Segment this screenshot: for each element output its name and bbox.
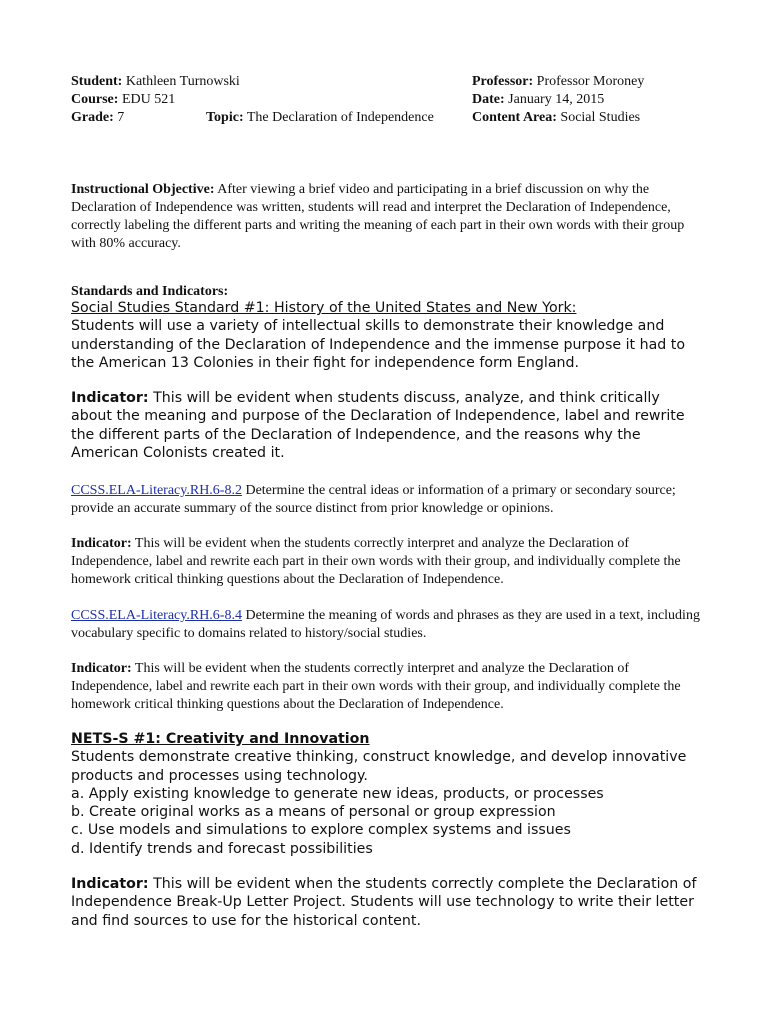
professor-line [472,73,644,91]
ccss-rh-6-8-2-text: Determine the central ideas or information of a primary or secondary source; provide an accurate summary of the source distinct from prior knowledge or opinions. [71,483,676,516]
nets-standard [71,730,703,858]
date-line [472,91,604,109]
nets-item: a. Apply existing knowledge to generate new ideas, products, or processes [71,785,604,802]
ss-indicator-label: Indicator: [71,390,149,406]
ccss2-indicator-text: This will be evident when the students correctly interpret and analyze the Declaration of Independence, label and rewrite each part in their own words with their group, and individually complete the homework critical thinking questions about the Declaration of Independence. [71,661,681,712]
grade-value: 7 [117,110,125,125]
ccss-rh-6-8-2 [71,482,703,518]
course-label: Course: [71,92,119,107]
ccss-rh-6-8-4-indicator [71,660,703,714]
ccss-rh-6-8-4-text: Determine the meaning of words and phrases as they are used in a text, including vocabulary specific to domains related to history/social studies. [71,608,700,641]
ccss1-indicator-text: This will be evident when the students correctly interpret and analyze the Declaration of Independence, label and rewrite each part in their own words with their group, and individually complete the homework critical thinking questions about the Declaration of Independence. [71,536,681,587]
topic-value: The Declaration of Independence [246,110,434,125]
nets-item: d. Identify trends and forecast possibilities [71,840,373,857]
ccss-rh-6-8-2-indicator [71,535,703,589]
ccss-rh-6-8-2-link[interactable]: CCSS.ELA-Literacy.RH.6-8.2 [71,483,242,498]
social-studies-standard-title: Social Studies Standard #1: History of the United States and New York: [71,300,577,316]
social-studies-standard-text: Students will use a variety of intellectual skills to demonstrate their knowledge and understanding of the Declaration of Independence and the immense purpose it had to the American 13 Colonies in their fight for independence form England. [71,318,686,371]
instructional-objective [71,181,703,253]
student-line [71,73,240,91]
ccss1-indicator-label: Indicator: [71,536,132,551]
professor-label: Professor: [472,74,534,89]
topic-label: Topic: [206,110,244,125]
nets-indicator-text: This will be evident when the students correctly complete the Declaration of Independence Break-Up Letter Project. Students will use technology to write their letter and find sources to use for the historical content. [71,876,697,929]
ss-indicator-text: This will be evident when students discuss, analyze, and think critically about the meaning and purpose of the Declaration of Independence, label and rewrite the different parts of the Declaration of Independence, and the reasons why the American Colonists created it. [71,390,685,461]
professor-name: Professor Moroney [536,74,645,89]
content-area-value: Social Studies [560,110,641,125]
nets-item: c. Use models and simulations to explore complex systems and issues [71,822,571,839]
ccss-rh-6-8-4-link[interactable]: CCSS.ELA-Literacy.RH.6-8.4 [71,608,242,623]
nets-indicator-label: Indicator: [71,876,149,892]
student-name: Kathleen Turnowski [125,74,240,89]
social-studies-standard [71,299,703,372]
student-label: Student: [71,74,123,89]
date-value: January 14, 2015 [508,92,605,107]
social-studies-indicator [71,389,703,462]
ccss2-indicator-label: Indicator: [71,661,132,676]
topic-line [206,109,434,127]
objective-text: After viewing a brief video and participating in a brief discussion on why the Declaration of Independence was written, students will read and interpret the Declaration of Independence, correctly labeling the different parts and writing the meaning of each part in their own words with their group with 80% accuracy. [71,182,685,251]
ccss-rh-6-8-4 [71,607,703,643]
course-line [71,91,175,109]
grade-label: Grade: [71,110,114,125]
nets-indicator [71,875,703,930]
grade-line [71,109,124,127]
nets-standard-text: Students demonstrate creative thinking, construct knowledge, and develop innovative products and processes using technology. [71,749,687,784]
content-area-label: Content Area: [472,110,557,125]
nets-item-list [71,785,703,858]
nets-standard-title: NETS-S #1: Creativity and Innovation [71,731,370,747]
course-value: EDU 521 [121,92,176,107]
standards-heading: Standards and Indicators: [71,284,229,299]
content-area-line [472,109,640,127]
nets-item: b. Create original works as a means of personal or group expression [71,804,556,821]
objective-label: Instructional Objective: [71,182,215,197]
date-label: Date: [472,92,505,107]
